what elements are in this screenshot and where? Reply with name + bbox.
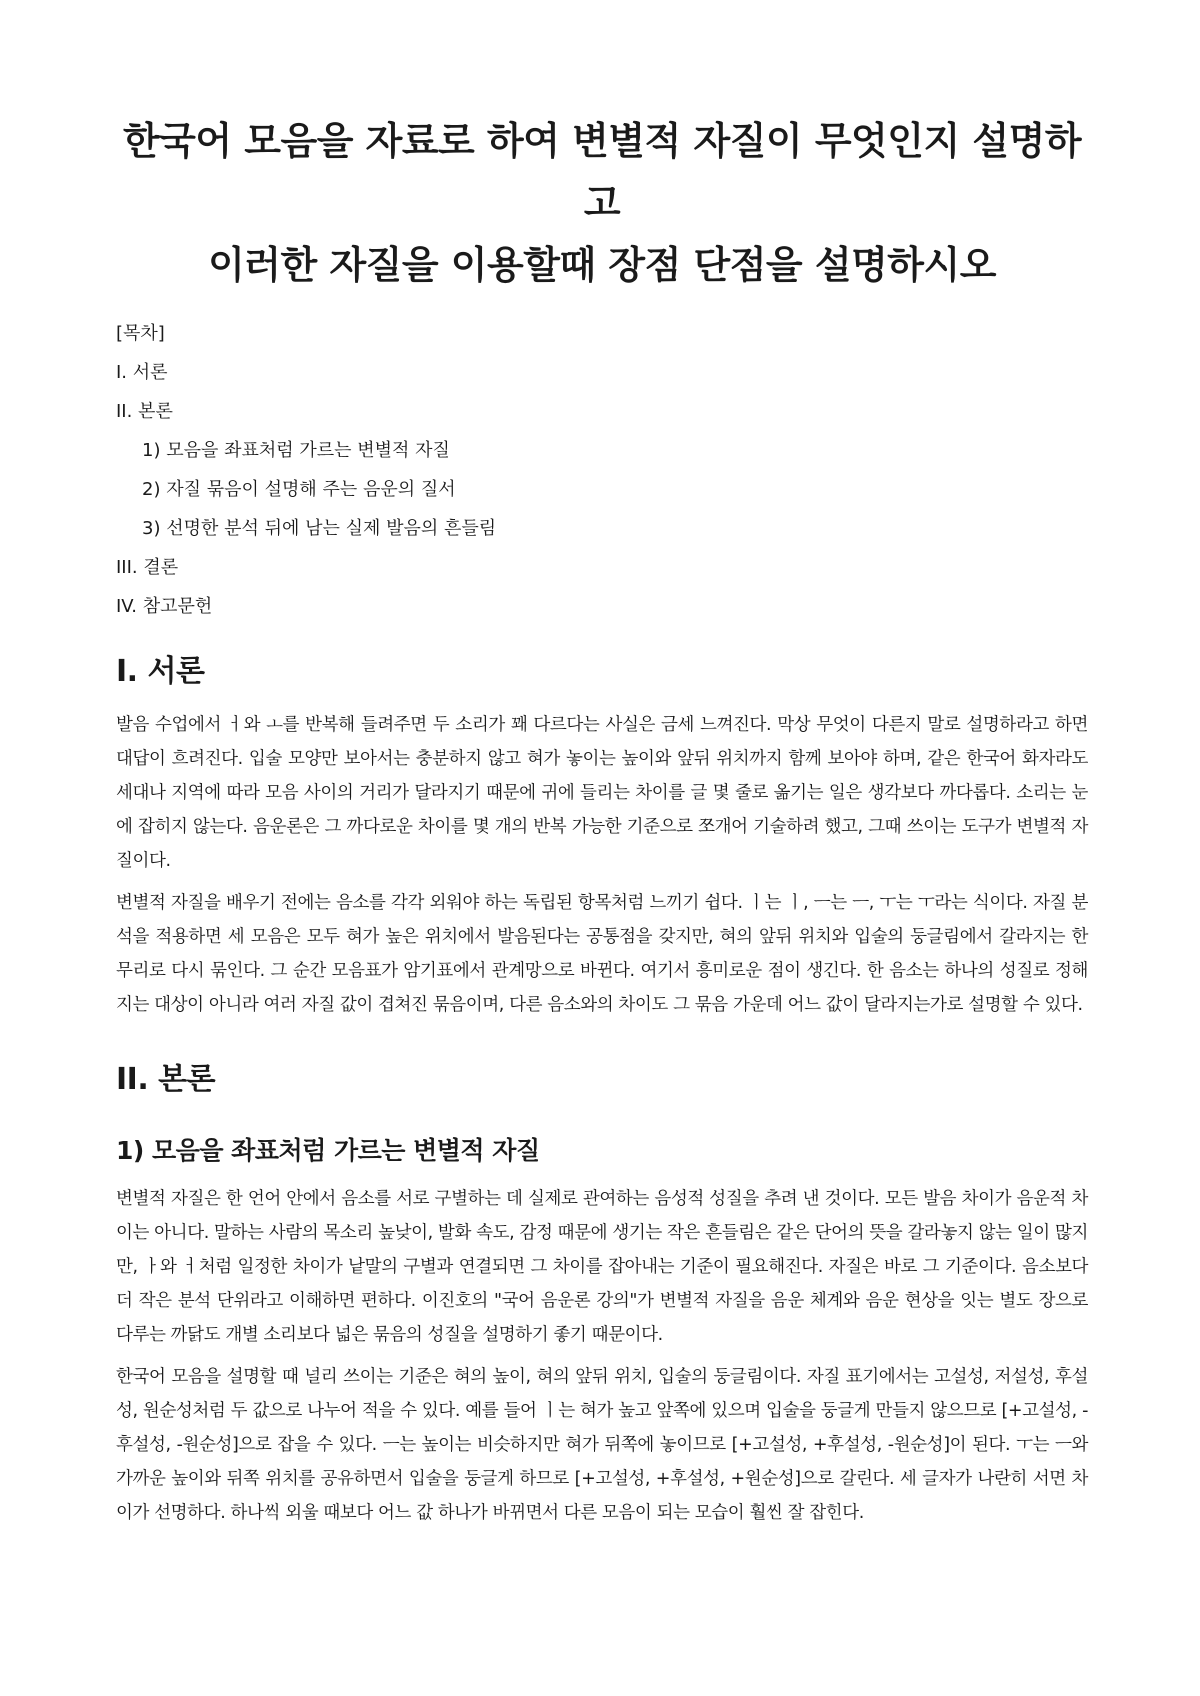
toc-heading: [목차] (116, 323, 165, 344)
body-section (116, 1058, 1088, 1530)
intro-paragraph-1: 발음 수업에서 ㅓ와 ㅗ를 반복해 들려주면 두 소리가 꽤 다르다는 사실은 금세 느껴진다. 막상 무엇이 다른지 말로 설명하라고 하면 대답이 흐려진다. 입술 모양만 보아서는 충분하지 않고 혀가 놓이는 높이와 앞뒤 위치까지 함께 보아야 하며, 같은 한국어 화자라도 세대나 지역에 따라 모음 사이의 거리가 달라지기 때문에 귀에 들리는 차이를 글 몇 줄로 옮기는 일은 생각보다 까다롭다. 소리는 눈에 잡히지 않는다. 음운론은 그 까다로운 차이를 몇 개의 반복 가능한 기준으로 쪼개어 기술하려 했고, 그때 쓰이는 도구가 변별적 자질이다. (116, 715, 1088, 871)
intro-paragraph-2: 변별적 자질을 배우기 전에는 음소를 각각 외워야 하는 독립된 항목처럼 느끼기 쉽다. ㅣ는 ㅣ, ㅡ는 ㅡ, ㅜ는 ㅜ라는 식이다. 자질 분석을 적용하면 세 모음은 모두 혀가 높은 위치에서 발음된다는 공통점을 갖지만, 혀의 앞뒤 위치와 입술의 둥글림에서 갈라지는 한 무리로 다시 묶인다. 그 순간 모음표가 암기표에서 관계망으로 바뀐다. 여기서 흥미로운 점이 생긴다. 한 음소는 하나의 성질로 정해지는 대상이 아니라 여러 자질 값이 겹쳐진 묶음이며, 다른 음소와의 차이도 그 묶음 가운데 어느 값이 달라지는가로 설명할 수 있다. (116, 893, 1088, 1015)
toc-item-references: IV. 참고문헌 (116, 596, 213, 617)
body-sub1-paragraph-1: 변별적 자질은 한 언어 안에서 음소를 서로 구별하는 데 실제로 관여하는 음성적 성질을 추려 낸 것이다. 모든 발음 차이가 음운적 차이는 아니다. 말하는 사람의 목소리 높낮이, 발화 속도, 감정 때문에 생기는 작은 흔들림은 같은 단어의 뜻을 갈라놓지 않는 일이 많지만, ㅏ와 ㅓ처럼 일정한 차이가 낱말의 구별과 연결되면 그 차이를 잡아내는 기준이 필요해진다. 자질은 바로 그 기준이다. 음소보다 더 작은 분석 단위라고 이해하면 편하다. 이진호의 "국어 음운론 강의"가 변별적 자질을 음운 체계와 음운 현상을 잇는 별도 장으로 다루는 까닭도 개별 소리보다 넓은 묶음의 성질을 설명하기 좋기 때문이다. (116, 1189, 1088, 1345)
heading-spacer (116, 1116, 1088, 1132)
title-line-2: 이러한 자질을 이용할때 장점 단점을 설명하시오 (208, 243, 996, 287)
document-title (116, 110, 1088, 296)
toc-item-intro: I. 서론 (116, 362, 168, 383)
toc-item-body-1: 1) 모음을 좌표처럼 가르는 변별적 자질 (142, 440, 450, 461)
toc-item-body-3: 3) 선명한 분석 뒤에 남는 실제 발음의 흔들림 (142, 518, 497, 539)
intro-heading: I. 서론 (116, 654, 205, 689)
body-sub1-paragraph-2: 한국어 모음을 설명할 때 널리 쓰이는 기준은 혀의 높이, 혀의 앞뒤 위치, 입술의 둥글림이다. 자질 표기에서는 고설성, 저설성, 후설성, 원순성처럼 두 값으로 나누어 적을 수 있다. 예를 들어 ㅣ는 혀가 높고 앞쪽에 있으며 입술을 둥글게 만들지 않으므로 [+고설성, -후설성, -원순성]으로 잡을 수 있다. ㅡ는 높이는 비슷하지만 혀가 뒤쪽에 놓이므로 [+고설성, +후설성, -원순성]이 된다. ㅜ는 ㅡ와 가까운 높이와 뒤쪽 위치를 공유하면서 입술을 둥글게 하므로 [+고설성, +후설성, +원순성]으로 갈린다. 세 글자가 나란히 서면 차이가 선명하다. 하나씩 외울 때보다 어느 값 하나가 바뀌면서 다른 모음이 되는 모습이 훨씬 잘 잡힌다. (116, 1367, 1088, 1523)
title-line-1: 한국어 모음을 자료로 하여 변별적 자질이 무엇인지 설명하고 (122, 119, 1082, 225)
toc-item-conclusion: III. 결론 (116, 557, 179, 578)
toc-item-body: II. 본론 (116, 401, 173, 422)
section-spacer (116, 1030, 1088, 1058)
toc-item-body-2: 2) 자질 묶음이 설명해 주는 음운의 질서 (142, 479, 456, 500)
body-sub1-heading: 1) 모음을 좌표처럼 가르는 변별적 자질 (116, 1136, 540, 1165)
body-heading: II. 본론 (116, 1062, 216, 1097)
intro-section (116, 650, 1088, 1022)
table-of-contents (116, 314, 1088, 626)
